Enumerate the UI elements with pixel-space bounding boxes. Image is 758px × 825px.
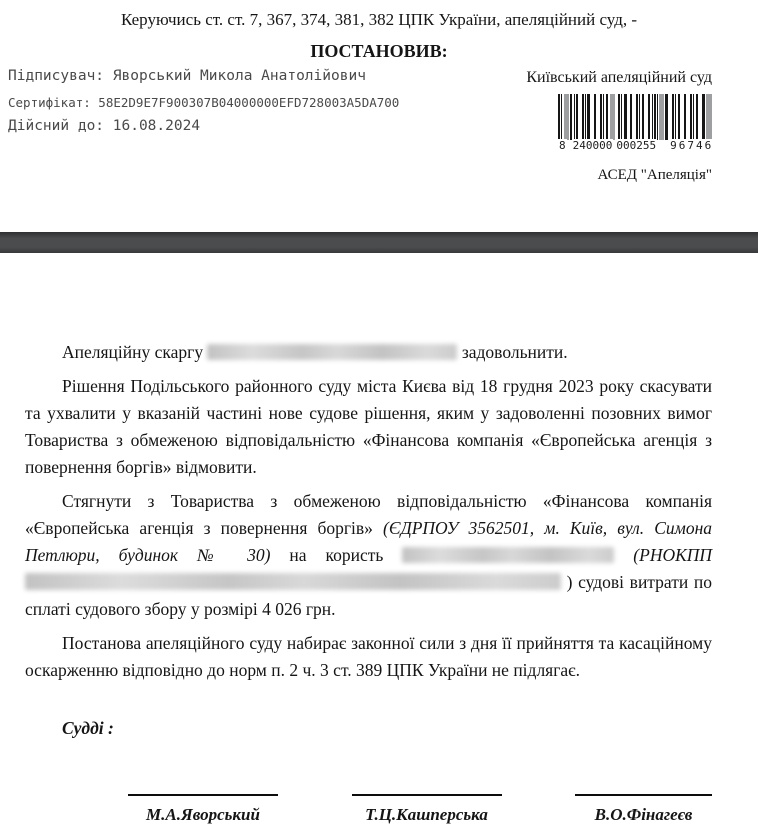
barcode-gray-bar [706,94,712,140]
p3-seg1: Стягнути з Товариства з обмеженою відповідальністю «Фінансова компанія «Європейська агенція з повернення боргів» [25,491,712,538]
ased-system-label: АСЕД "Апеляція" [597,167,712,183]
court-stamp-block [492,68,712,184]
digital-signature-info [0,68,399,184]
barcode-digits-group2: 000255 [616,139,657,152]
court-name: Київський апеляційний суд [526,69,712,86]
barcode-digits [558,139,712,152]
signature-block [352,794,502,825]
judge-name: М.А.Яворський [146,805,260,824]
barcode-digits-group1: 240000 [572,139,613,152]
barcode-gray-bar [659,94,664,140]
redaction-blur [25,573,561,590]
barcode-gray-bar [564,94,569,140]
redaction-blur [402,547,614,563]
p1-text-after: задовольнити. [457,342,568,362]
certificate-line: Сертифікат: 58E2D9E7F900307B04000000EFD728003A5DA700 [8,95,400,110]
judges-label: Судді : [62,718,114,738]
page-separator-bar [0,232,758,253]
barcode-addon-digits: 96746 [670,139,714,152]
signature-stamp-row [0,68,758,184]
paragraph-appeal-granted [25,339,712,366]
paragraph-court-costs [25,488,712,623]
barcode-bars [558,94,712,140]
paragraph-legal-force: Постанова апеляційного суду набирає законної сили з дня її прийняття та касаційному оскарженню відповідно до норм п. 2 ч. 3 ст. 389 ЦПК України не підлягає. [25,633,712,680]
signature-block [128,794,278,825]
paragraph-decision-cancel: Рішення Подільського районного суду міста Києва від 18 грудня 2023 року скасувати та ухвалити у вказаній частині нове судове рішення, яким у задоволенні позовних вимог Товариства з обмеженою відповідальністю «Фінансова компанія «Європейська агенція з повернення боргів» відмовити. [25,376,712,477]
validity-line: Дійсний до: 16.08.2024 [8,118,201,134]
judge-name: В.О.Фінагеєв [594,805,693,824]
p3-seg5: ) судові витрати по сплаті судового збору у розмірі 4 026 грн. [25,572,712,619]
barcode [558,94,712,152]
barcode-gray-bar [610,94,615,140]
redaction-blur [207,344,457,360]
page2-body-section [0,253,758,825]
page1-bottom-section [0,0,758,232]
ruling-lead-line: Керуючись ст. ст. 7, 367, 374, 381, 382 ЦПК України, апеляційний суд, - [120,10,638,29]
barcode-digit-lead: 8 [559,139,566,152]
signer-line: Підписувач: Яворський Микола Анатолійович [8,68,366,84]
signature-block [575,794,712,825]
p3-seg3: на користь [270,545,403,565]
judge-name: Т.Ц.Кашперська [365,805,488,824]
judges-signatures-row [128,794,712,825]
p3-company-details-italic: (ЄДРПОУ 3562501, м. Київ, вул. Симона Петлюри, будинок № 30) [25,518,713,565]
p3-rnokpp-italic: (РНОКПП [614,545,712,565]
resolved-heading: ПОСТАНОВИВ: [310,41,448,61]
p1-text-before: Апеляційну скаргу [62,342,208,362]
